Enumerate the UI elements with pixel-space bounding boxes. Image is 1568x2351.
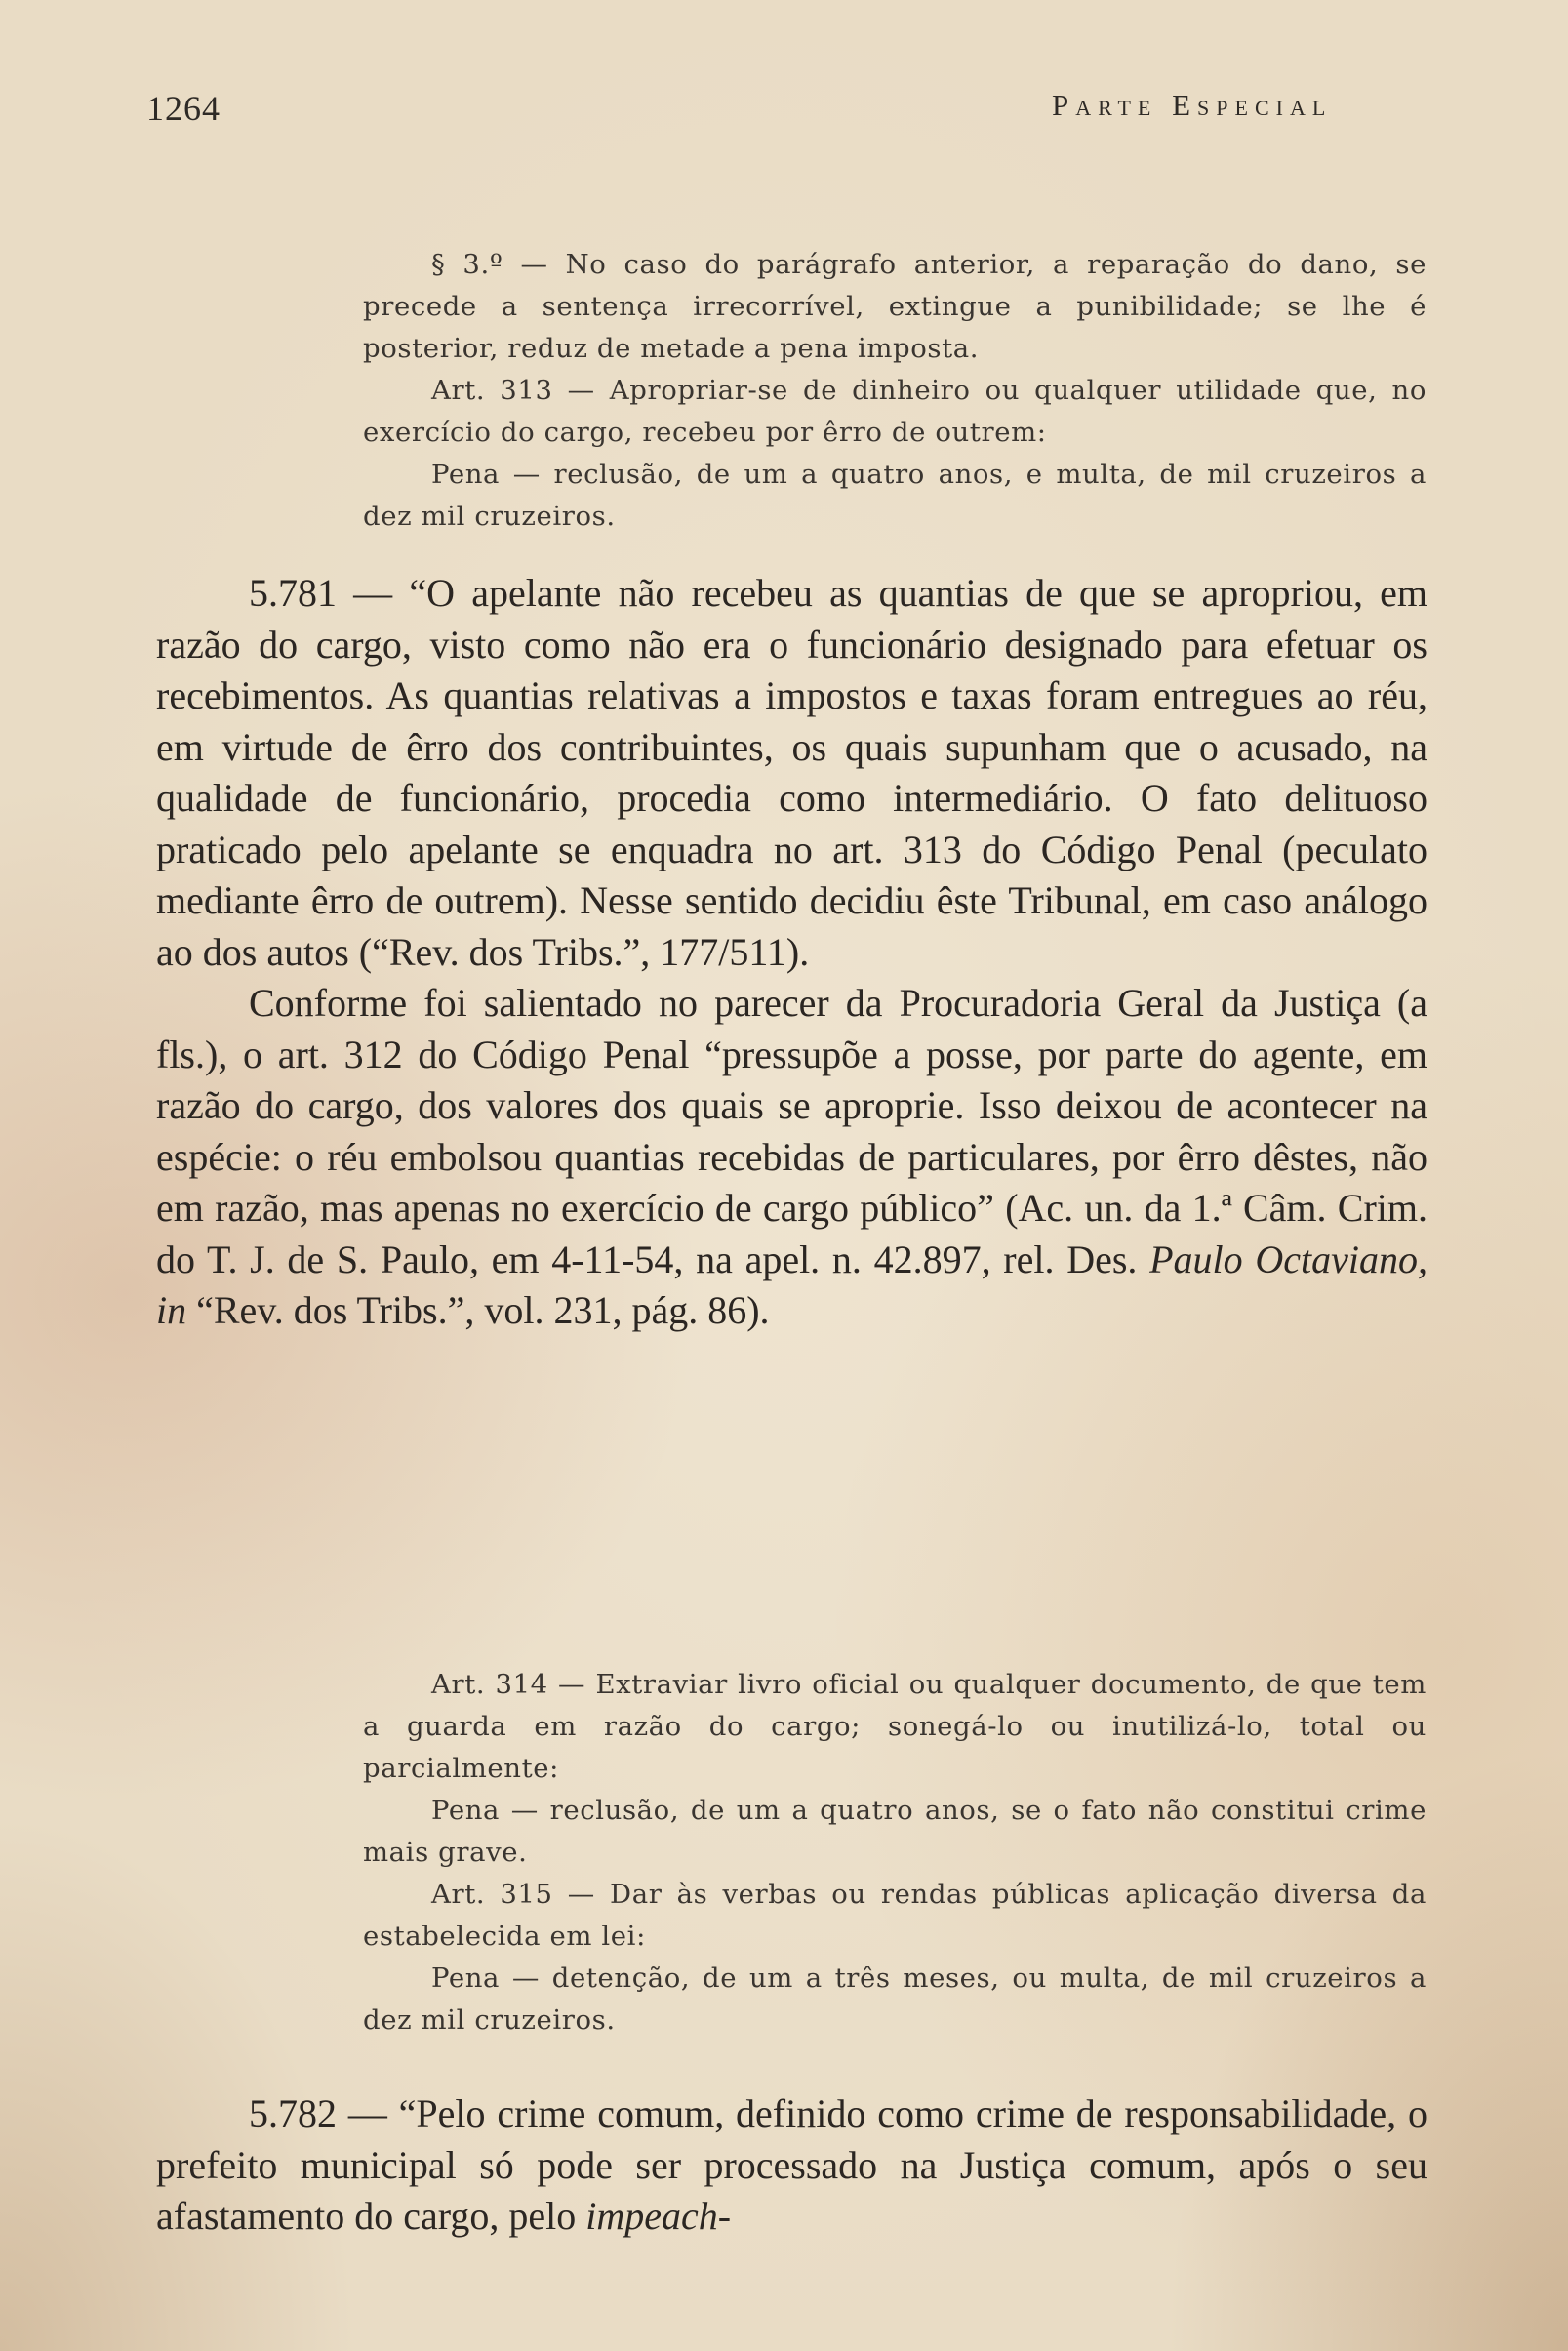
commentary-5781-text: Conforme foi salientado no parecer da Procuradoria Geral da Justiça (a fls.), o art. 312 do Código Penal “pressupõe a posse, por parte do agente, em razão do cargo, dos valores dos quais se aproprie. Isso deixou de acontecer na espécie: o réu embolsou quantias recebidas de particulares, por êrro dêstes, não em razão, mas apenas no exercício de cargo público” (Ac. un. da 1.ª Câm. Crim. do T. J. de S. Paulo, em 4-11-54, na apel. n. 42.897, rel. Des. [156,981,1427,1281]
statute-art-315: Art. 315 — Dar às verbas ou rendas públicas aplicação diversa da estabelecida em lei: [363,1879,1427,1952]
commentary-5781 [156,568,1427,1337]
statute-art-314: Art. 314 — Extraviar livro oficial ou qualquer documento, de que tem a guarda em razão do cargo; sonegá-lo ou inutilizá-lo, total ou parcialmente: [363,1669,1427,1784]
statute-text-block-1 [363,244,1427,538]
statute-art-313-penalty: Pena — reclusão, de um a quatro anos, e multa, de mil cruzeiros a dez mil cruzeiros. [363,459,1427,532]
commentary-5781-paragraph-2 [156,978,1427,1337]
statute-art-313: Art. 313 — Apropriar-se de dinheiro ou qualquer utilidade que, no exercício do cargo, recebeu por êrro de outrem: [363,375,1427,448]
statute-art-315-penalty: Pena — detenção, de um a três meses, ou multa, de mil cruzeiros a dez mil cruzeiros. [363,1963,1427,2036]
commentary-5782 [156,2088,1427,2243]
commentary-5781-citation: “Rev. dos Tribs.”, vol. 231, pág. 86). [186,1288,770,1332]
statute-text-block-2 [363,1664,1427,2042]
commentary-5782-text: 5.782 — “Pelo crime comum, definido como crime de responsabilidade, o prefeito municipal só pode ser processado na Justiça comum, após o seu afastamento do cargo, pelo [156,2091,1427,2238]
commentary-5781-italic-name: Paulo Octaviano, in [156,1236,1428,1332]
page-number: 1264 [146,89,221,128]
commentary-5782-italic-word: impeach- [585,2194,732,2238]
commentary-5781-paragraph-1: 5.781 — “O apelante não recebeu as quantias de que se apropriou, em razão do cargo, visto como não era o funcionário designado para efetuar os recebimentos. As quantias relativas a impostos e taxas foram entregues ao réu, em virtude de êrro dos contribuintes, os quais supunham que o acusado, na qualidade de funcionário, procedia como intermediário. O fato delituoso praticado pelo apelante se enquadra no art. 313 do Código Penal (peculato mediante êrro de outrem). Nesse sentido decidiu êste Tribunal, em caso análogo ao dos autos (“Rev. dos Tribs.”, 177/511). [156,571,1427,974]
commentary-5782-paragraph-1 [156,2088,1427,2243]
statute-art-314-penalty: Pena — reclusão, de um a quatro anos, se o fato não constitui crime mais grave. [363,1795,1427,1868]
statute-paragraph-3: § 3.º — No caso do parágrafo anterior, a reparação do dano, se precede a sentença irrecorrível, extingue a punibilidade; se lhe é posterior, reduz de metade a pena imposta. [363,249,1427,364]
running-header-title: Parte Especial [1052,88,1333,122]
